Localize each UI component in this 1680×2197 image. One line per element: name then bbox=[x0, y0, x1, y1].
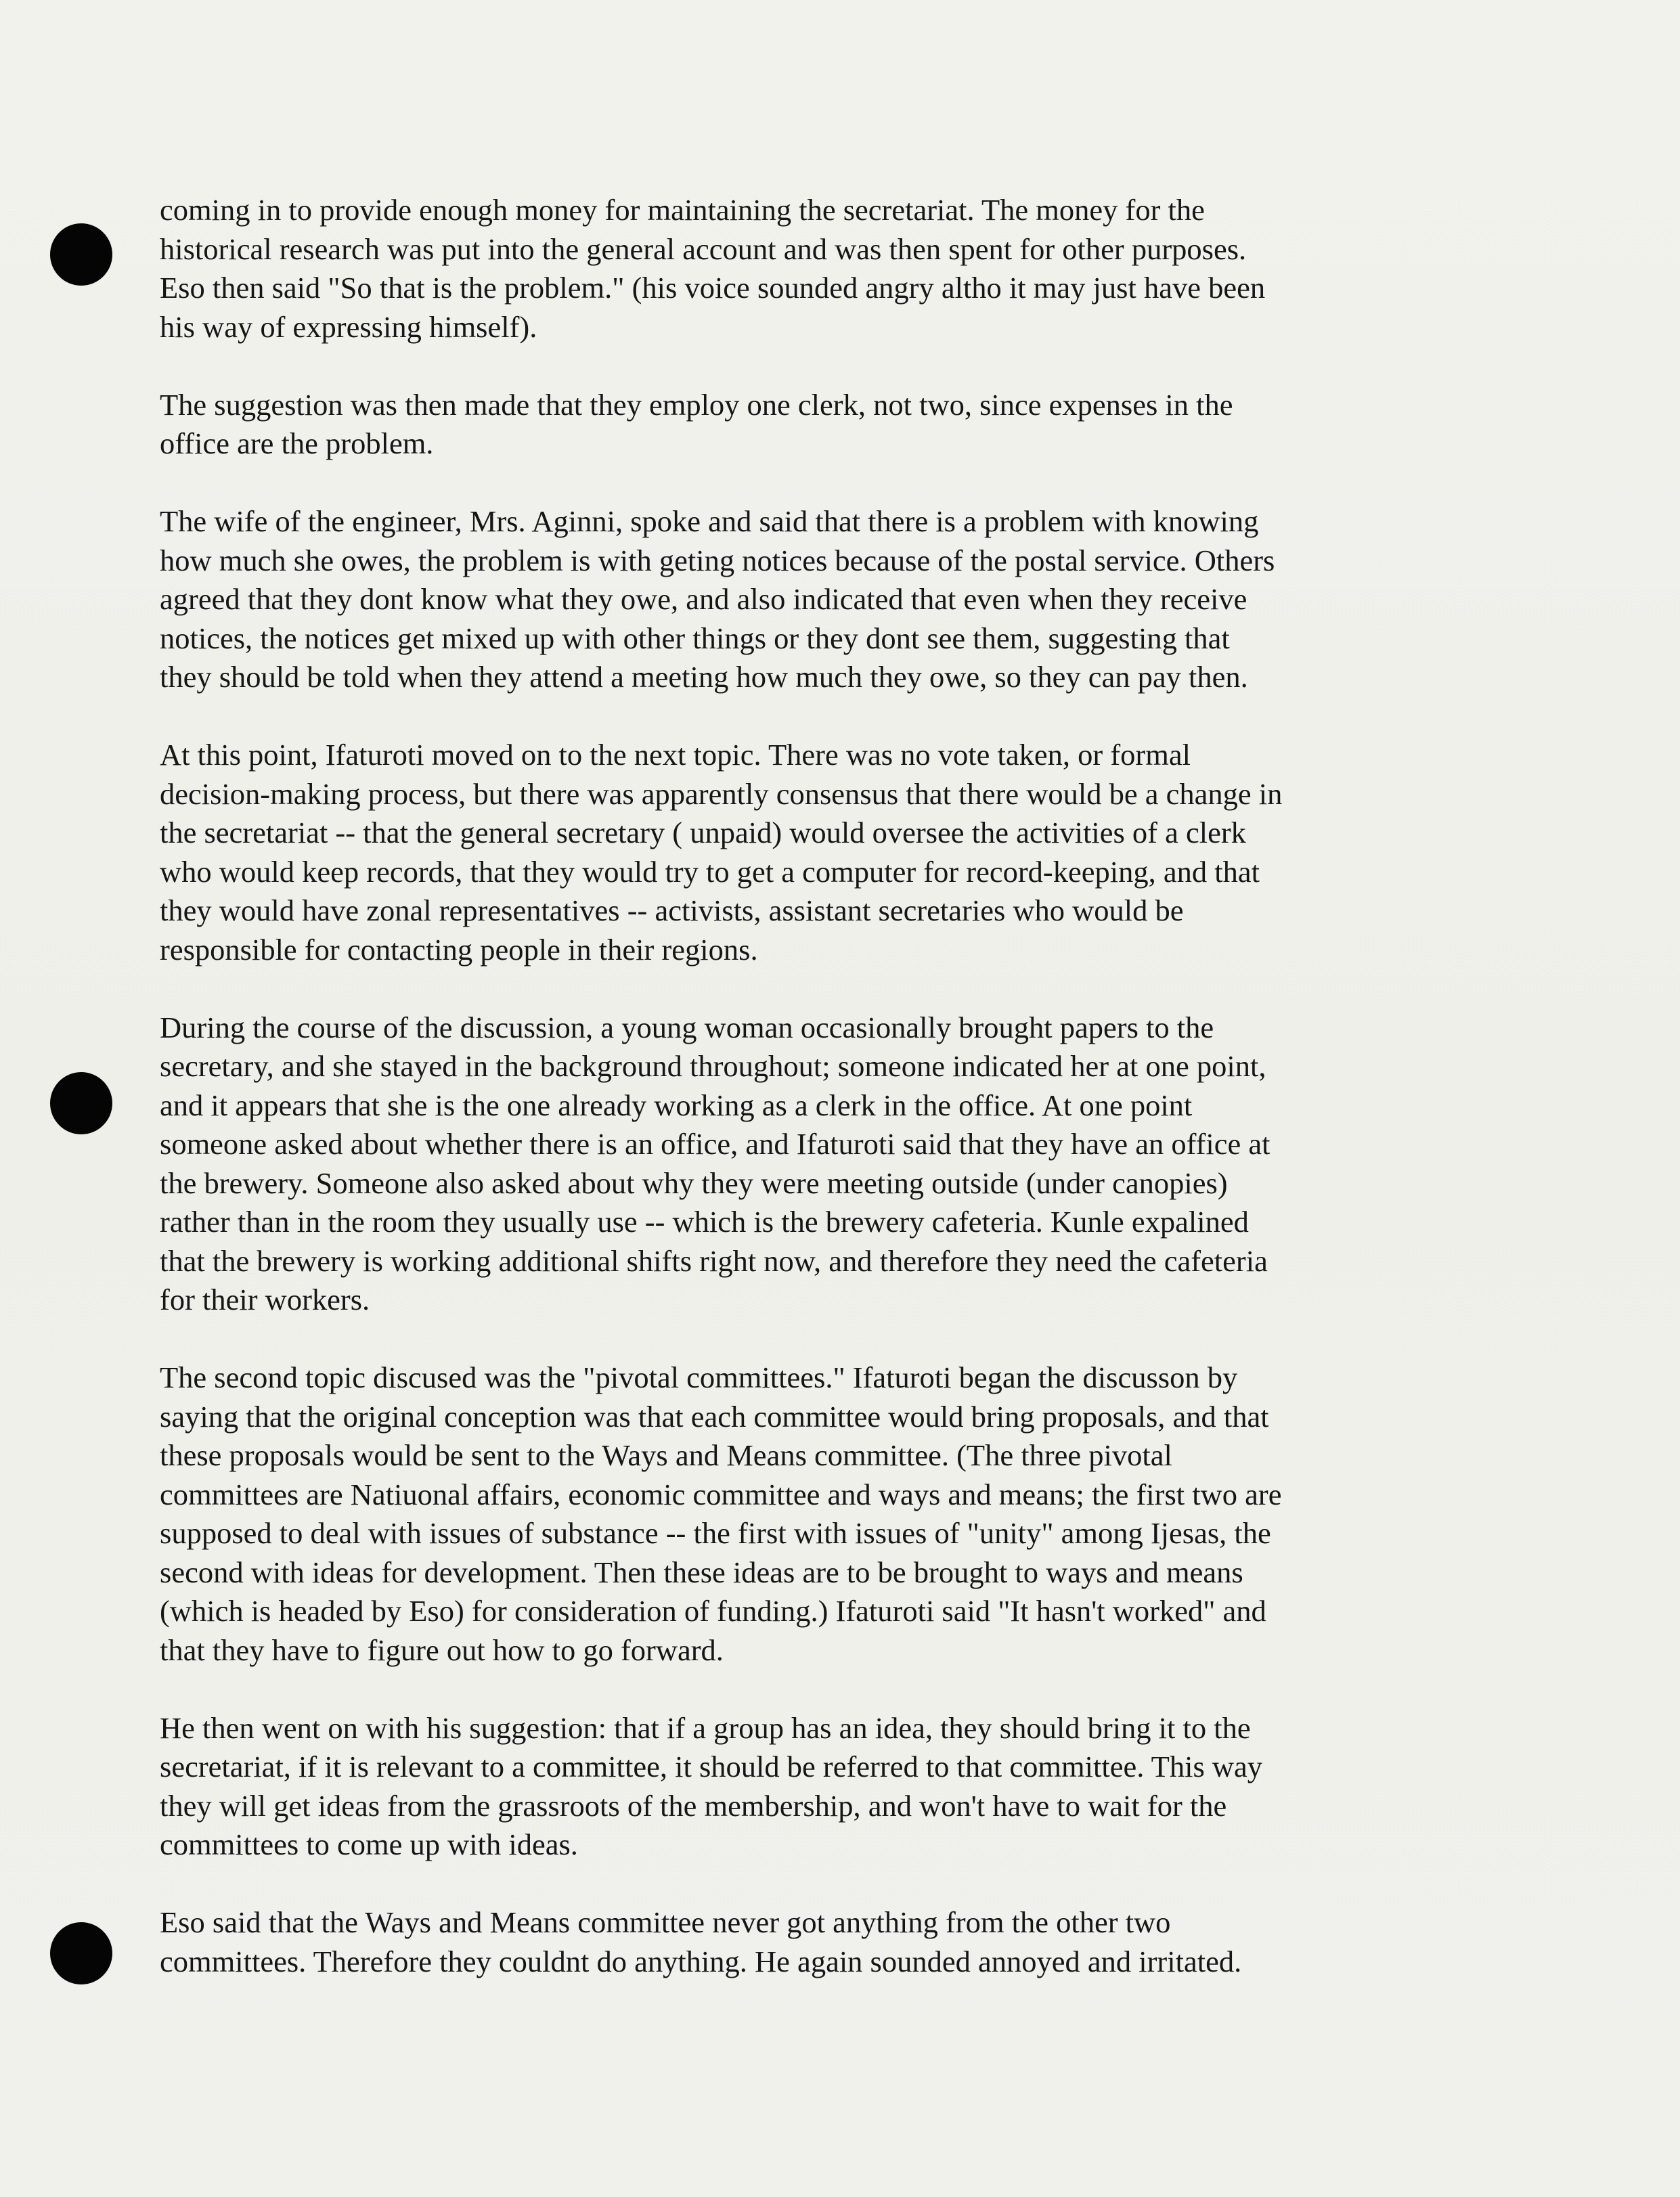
text-line: that the brewery is working additional shifts right now, and therefore they need the cafeteria bbox=[160, 1243, 1268, 1278]
text-line: who would keep records, that they would try to get a computer for record-keeping, and that bbox=[160, 854, 1260, 889]
text-line: (which is headed by Eso) for consideration of funding.) Ifaturoti said "It hasn't worked" and bbox=[160, 1594, 1266, 1628]
text-line: supposed to deal with issues of substance -- the first with issues of "unity" among Ijesas, the bbox=[160, 1516, 1271, 1550]
text-line: decision-making process, but there was apparently consensus that there would be a change in bbox=[160, 776, 1283, 811]
text-line: that they have to figure out how to go forward. bbox=[160, 1633, 724, 1667]
text-line: second with ideas for development. Then these ideas are to be brought to ways and means bbox=[160, 1555, 1243, 1589]
text-line: the secretariat -- that the general secretary ( unpaid) would oversee the activities of a clerk bbox=[160, 816, 1246, 849]
text-line: During the course of the discussion, a young woman occasionally brought papers to the bbox=[160, 1010, 1214, 1044]
text-line: how much she owes, the problem is with geting notices because of the postal service. Others bbox=[160, 543, 1275, 577]
text-line: and it appears that she is the one already working as a clerk in the office. At one point bbox=[160, 1088, 1193, 1122]
paragraph bbox=[160, 736, 1554, 969]
document-body bbox=[160, 191, 1554, 2020]
text-line: saying that the original conception was that each committee would bring proposals, and that bbox=[160, 1399, 1269, 1434]
text-line: secretary, and she stayed in the background throughout; someone indicated her at one point, bbox=[160, 1049, 1266, 1083]
text-line: He then went on with his suggestion: that if a group has an idea, they should bring it to the bbox=[160, 1710, 1251, 1745]
text-line: responsible for contacting people in their regions. bbox=[160, 932, 758, 967]
paragraph bbox=[160, 1008, 1554, 1320]
text-line: his way of expressing himself). bbox=[160, 309, 537, 344]
text-line: The second topic discused was the "pivotal committees." Ifaturoti began the discusson by bbox=[160, 1360, 1238, 1394]
text-line: At this point, Ifaturoti moved on to the next topic. There was no vote taken, or formal bbox=[160, 738, 1191, 772]
text-line: coming in to provide enough money for maintaining the secretariat. The money for the bbox=[160, 193, 1205, 227]
text-line: office are the problem. bbox=[160, 426, 434, 460]
paragraph bbox=[160, 191, 1554, 347]
text-line: committees. Therefore they couldnt do anything. He again sounded annoyed and irritated. bbox=[160, 1944, 1242, 1978]
text-line: someone asked about whether there is an office, and Ifaturoti said that they have an office at bbox=[160, 1127, 1270, 1161]
text-line: for their workers. bbox=[160, 1283, 370, 1316]
text-line: agreed that they dont know what they owe, and also indicated that even when they receive bbox=[160, 582, 1247, 616]
text-line: these proposals would be sent to the Ways and Means committee. (The three pivotal bbox=[160, 1438, 1172, 1472]
text-line: they would have zonal representatives -- activists, assistant secretaries who would be bbox=[160, 893, 1184, 927]
text-line: notices, the notices get mixed up with other things or they dont see them, suggesting that bbox=[160, 621, 1230, 655]
paragraph bbox=[160, 1358, 1554, 1670]
paragraph bbox=[160, 1709, 1554, 1865]
punch-hole-bottom bbox=[50, 1922, 112, 1984]
punch-hole-top bbox=[50, 223, 112, 286]
text-line: committees are Natiuonal affairs, economic committee and ways and means; the first two are bbox=[160, 1477, 1282, 1511]
text-line: they should be told when they attend a meeting how much they owe, so they can pay then. bbox=[160, 660, 1248, 694]
paragraph bbox=[160, 1903, 1554, 1981]
text-line: The suggestion was then made that they employ one clerk, not two, since expenses in the bbox=[160, 387, 1233, 422]
text-line: committees to come up with ideas. bbox=[160, 1827, 578, 1861]
paragraph bbox=[160, 502, 1554, 697]
text-line: the brewery. Someone also asked about why they were meeting outside (under canopies) bbox=[160, 1166, 1228, 1200]
text-line: Eso then said "So that is the problem." (his voice sounded angry altho it may just have been bbox=[160, 271, 1266, 305]
text-line: The wife of the engineer, Mrs. Aginni, spoke and said that there is a problem with knowing bbox=[160, 504, 1259, 538]
text-line: rather than in the room they usually use -- which is the brewery cafeteria. Kunle expalined bbox=[160, 1205, 1249, 1239]
text-line: historical research was put into the general account and was then spent for other purposes. bbox=[160, 231, 1247, 266]
text-line: Eso said that the Ways and Means committee never got anything from the other two bbox=[160, 1905, 1171, 1939]
punch-hole-middle bbox=[50, 1072, 112, 1134]
text-line: they will get ideas from the grassroots of the membership, and won't have to wait for the bbox=[160, 1788, 1227, 1823]
text-line: secretariat, if it is relevant to a committee, it should be referred to that committee. This way bbox=[160, 1750, 1263, 1783]
paragraph bbox=[160, 386, 1554, 464]
